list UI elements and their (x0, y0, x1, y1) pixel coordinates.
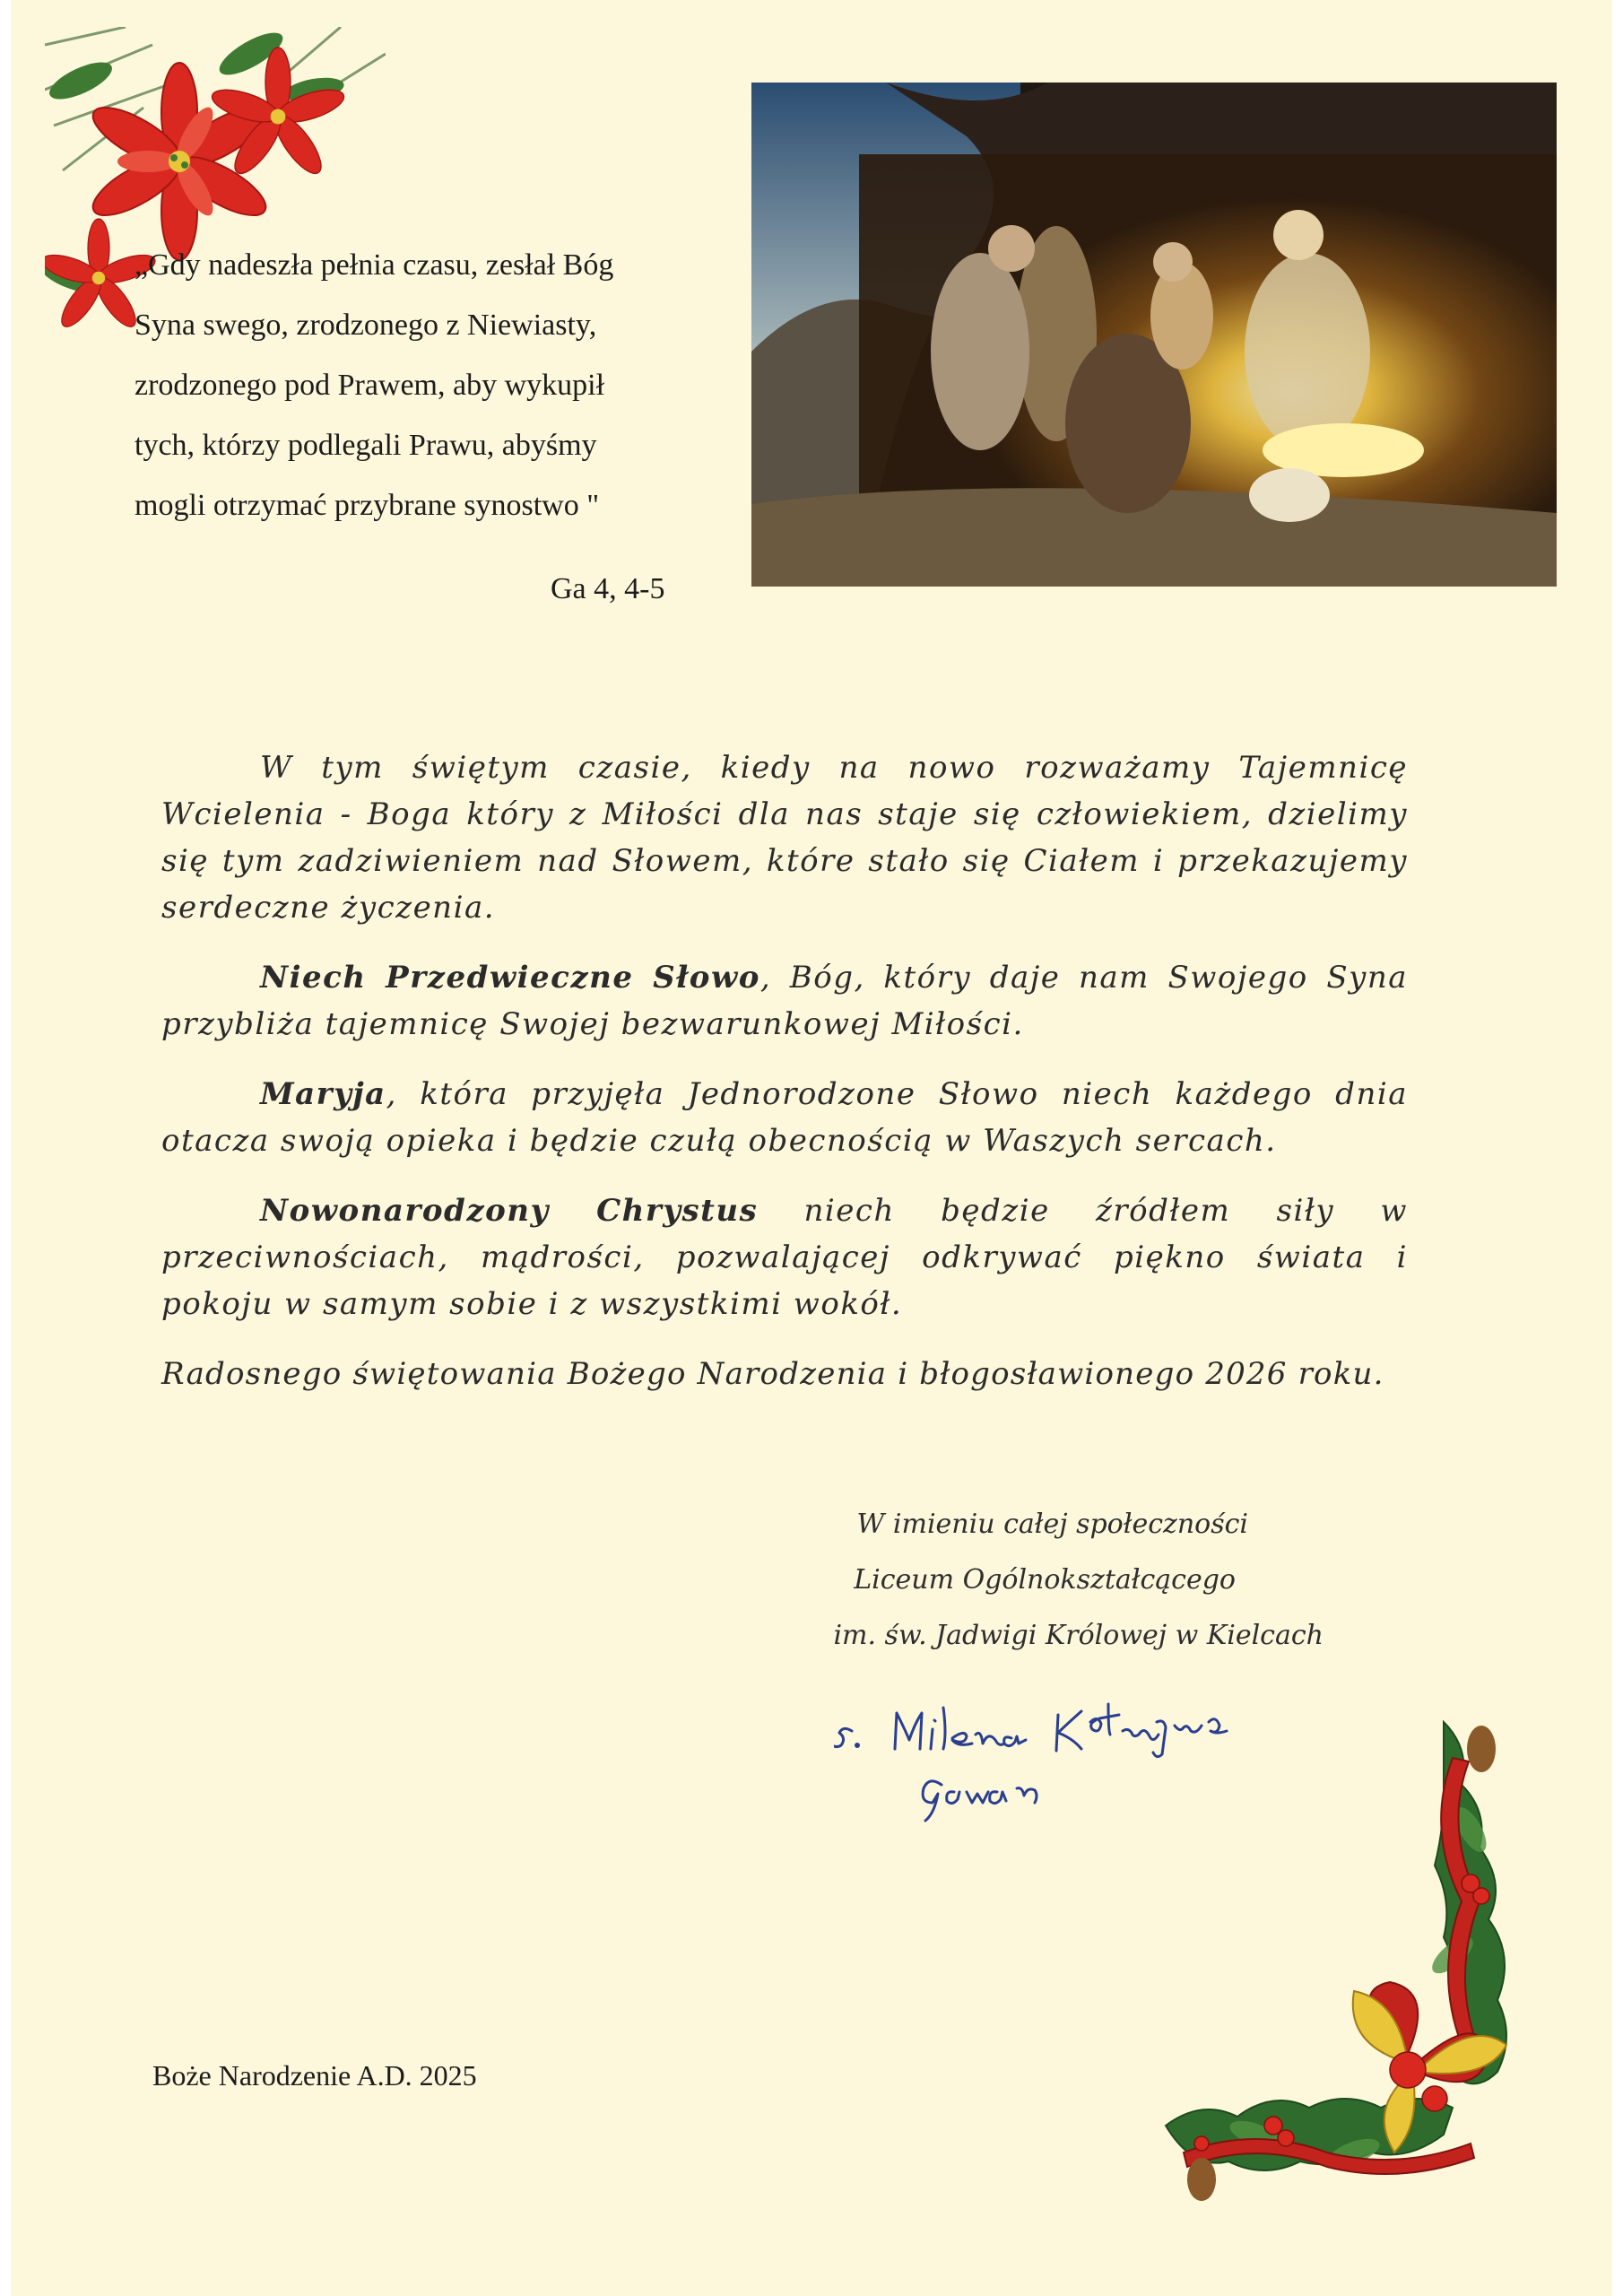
greeting-paragraph (161, 1187, 1408, 1327)
greeting-paragraph (161, 1071, 1408, 1164)
signature-line: Liceum Ogólnokształcącego (854, 1564, 1236, 1596)
signature-line: im. św. Jadwigi Królowej w Kielcach (833, 1620, 1324, 1651)
emphasis: Niech Przedwieczne Słowo (260, 960, 760, 996)
emphasis: Nowonarodzony Chrystus (260, 1193, 759, 1229)
scripture-quote (135, 249, 762, 550)
closing-wish: Radosnego świętowania Bożego Narodzenia i błogosławionego 2026 roku. (161, 1356, 1384, 1392)
quote-line: tych, którzy podlegali Prawu, abyśmy (135, 429, 597, 462)
quote-line: „Gdy nadeszła pełnia czasu, zesłał Bóg (135, 248, 614, 282)
greeting-paragraph (161, 954, 1408, 1048)
quote-line: Syna swego, zrodzonego z Niewiasty, (135, 309, 597, 342)
scan-margin-left (0, 0, 11, 2296)
quote-line: zrodzonego pod Prawem, aby wykupił (135, 369, 605, 402)
paragraph-text: niech będzie źródłem siły w przeciwnościach, mądrości, pozwalającej odkrywać piękno świata i pokoju w samym sobie i z wszystkimi wokół. (161, 1193, 1408, 1322)
signature-line: W imieniu całej społeczności (856, 1509, 1248, 1540)
nativity-scene-image (751, 83, 1557, 587)
emphasis: Maryja (260, 1076, 386, 1112)
paragraph-text: , która przyjęła Jednorodzone Słowo niech każdego dnia otacza swoją opieka i będzie czułą obecnością w Waszych sercach. (161, 1076, 1408, 1159)
greetings-body (161, 744, 1408, 1397)
holly-ribbon-decoration (1148, 1704, 1569, 2215)
footer-date: Boże Narodzenie A.D. 2025 (152, 2059, 477, 2092)
signature-block (789, 1507, 1399, 1674)
paragraph-text: , Bóg, który daje nam Swojego Syna przybliża tajemnicę Swojej bezwarunkowej Miłości. (161, 960, 1408, 1042)
quote-line: mogli otrzymać przybrane synostwo " (135, 489, 600, 522)
quote-reference: Ga 4, 4-5 (551, 572, 665, 605)
greeting-paragraph: W tym świętym czasie, kiedy na nowo rozważamy Tajemnicę Wcielenia - Boga który z Miłości dla nas staje się człowiekiem, dzielimy się tym zadziwieniem nad Słowem, które stało się Ciałem i przekazujemy serdeczne życzenia. (161, 750, 1408, 926)
scan-margin-right (1612, 0, 1623, 2296)
